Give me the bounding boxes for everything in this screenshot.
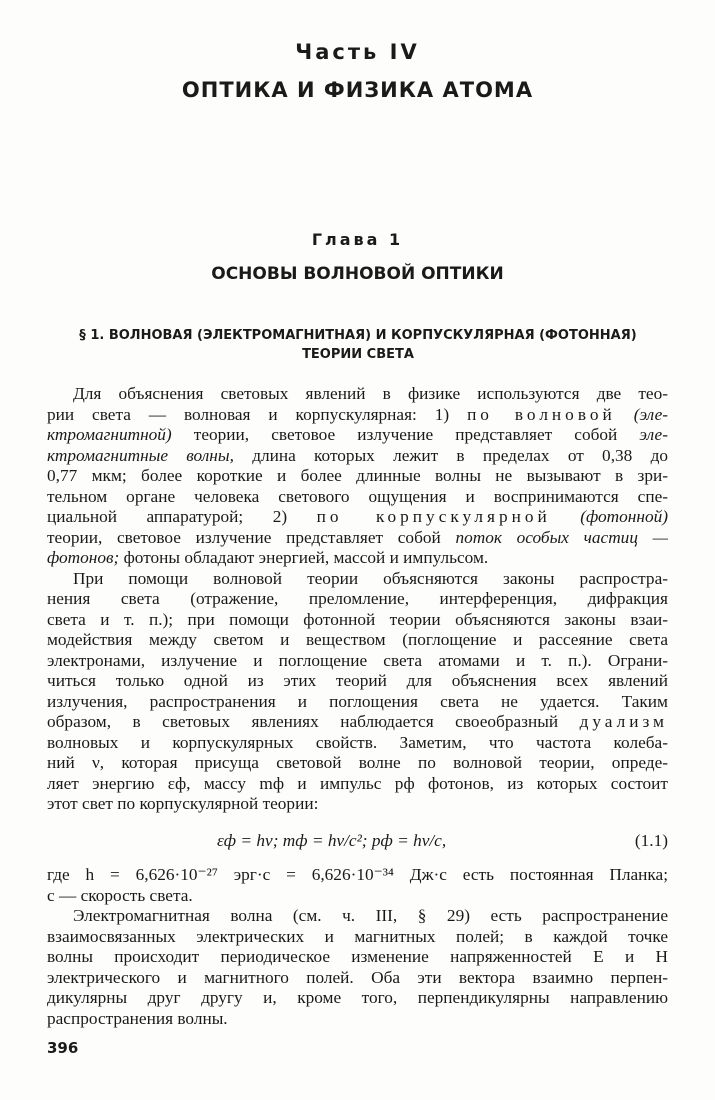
- p2-line: читься только одной из этих теорий для объяснения всех явлений: [47, 671, 668, 690]
- p4-line: волны происходит периодическое изменение напряженностей E и H: [47, 947, 668, 966]
- part-label: Часть IV: [295, 40, 420, 64]
- p1-text: теории, световое излучение представляет собой: [47, 527, 441, 547]
- p1-line: [47, 425, 668, 446]
- p1-line: Для объяснения световых явлений в физике используются две тео-: [73, 384, 668, 403]
- p1-emphasis: по волновой: [467, 404, 616, 424]
- p2-text: образом, в световых явлениях наблюдается своеобразный: [47, 712, 559, 731]
- p1-italic: ктромагнитные волны,: [47, 445, 234, 465]
- formula: εф = hν; mф = hν/c²; pф = hν/c,: [217, 830, 447, 850]
- p4-line: дикулярны друг другу и, кроме того, перпендикулярны направлению: [47, 988, 668, 1007]
- p2-line: [47, 712, 668, 733]
- p1-text: теории, световое излучение представляет собой: [193, 425, 618, 444]
- p3-line: где h = 6,626·10⁻²⁷ эрг·с = 6,626·10⁻³⁴ Дж·с есть постоянная Планка;: [47, 865, 668, 884]
- p2-line: света и т. п.); при помощи фотонной теории объясняются законы взаи-: [47, 609, 668, 629]
- p1-line: [47, 507, 668, 528]
- p1-italic: поток особых частиц —: [455, 527, 669, 547]
- p1-text: фотоны обладают энергией, массой и импульсом.: [123, 548, 489, 567]
- p2-line: электронами, излучение и поглощение света атомами и т. п.). Ограни-: [47, 650, 668, 670]
- p1-text: длина которых лежит в пределах от 0,38 до: [252, 445, 668, 465]
- p2-line: ляет энергию εф, массу mф и импульс pф фотонов, из которых состоит: [47, 773, 668, 793]
- p2-line: нения света (отражение, преломление, интерференция, дифракция: [47, 589, 668, 608]
- p4-line: Электромагнитная волна (см. ч. III, § 29) есть распространение: [73, 906, 668, 925]
- p2-line: этот свет по корпускулярной теории:: [47, 794, 319, 813]
- p4-line: распространения волны.: [47, 1008, 228, 1028]
- p2-emphasis: дуализм: [579, 712, 668, 731]
- p2-line: При помощи волновой теории объясняются законы распростра-: [73, 568, 668, 588]
- p2-line: модействия между светом и веществом (поглощение и рассеяние света: [47, 630, 668, 649]
- p2-line: ний ν, которая присуща световой волне по волновой теории, опреде-: [47, 753, 668, 772]
- p1-italic: эле-: [639, 425, 668, 444]
- section-title: [58, 326, 658, 364]
- formula-row: [47, 831, 668, 852]
- section-title-line-2: ТЕОРИИ СВЕТА: [302, 347, 414, 362]
- p1-line: тельном органе человека светового ощущения и воспринимаются спе-: [47, 486, 668, 506]
- p2-line: излучения, распространения и поглощения света не удается. Таким: [47, 691, 668, 711]
- chapter-title: ОСНОВЫ ВОЛНОВОЙ ОПТИКИ: [211, 264, 504, 284]
- p4-line: взаимосвязанных электрических и магнитных полей; в каждой точке: [47, 926, 668, 946]
- section-title-line-1: § 1. ВОЛНОВАЯ (ЭЛЕКТРОМАГНИТНАЯ) И КОРПУСКУЛЯРНАЯ (ФОТОННАЯ): [79, 328, 637, 343]
- p1-line: [47, 446, 668, 467]
- p2-line: волновых и корпускулярных свойств. Заметим, что частота колеба-: [47, 732, 668, 752]
- p1-line: [47, 528, 668, 549]
- p1-italic: ктромагнитной): [47, 425, 172, 444]
- p1-line: [47, 548, 668, 569]
- part-title: ОПТИКА И ФИЗИКА АТОМА: [181, 78, 534, 102]
- formula-number: (1.1): [634, 830, 668, 850]
- p1-italic: фотонов;: [47, 548, 120, 567]
- p1-line: 0,77 мкм; более короткие и более длинные волны не вызывают в зри-: [47, 466, 668, 485]
- body-text: [47, 384, 668, 1029]
- page-number: 396: [47, 1039, 79, 1057]
- p1-italic: (эле-: [633, 404, 669, 424]
- chapter-label: Глава 1: [311, 230, 404, 249]
- p1-line: [47, 405, 668, 426]
- p1-text: рии света — волновая и корпускулярная: 1): [47, 404, 450, 424]
- p1-emphasis: по корпускулярной: [316, 507, 551, 526]
- p3-line: c — скорость света.: [47, 885, 193, 905]
- p4-line: электрического и магнитного полей. Оба эти вектора взаимно перпен-: [47, 967, 668, 987]
- p1-italic: (фотонной): [580, 507, 668, 526]
- p1-text: циальной аппаратурой; 2): [47, 507, 288, 526]
